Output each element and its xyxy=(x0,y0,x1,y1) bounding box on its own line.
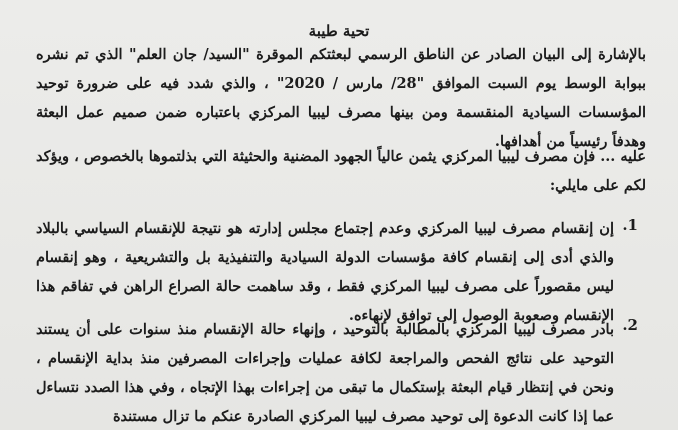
list-item-number-1: .1 xyxy=(622,216,638,234)
intro-paragraph: بالإشارة إلى البيان الصادر عن الناطق الرسمي لبعثتكم الموقرة "السيد/ جان العلم" الذي تم نشره ببوابة الوسط يوم السبت الموافق "28/ مارس / 2020" ، والذي شدد فيه على ضرورة توحيد المؤسسات السيادية المنقسمة ومن بينها مصرف ليبيا المركزي باعتباره ضمن صميم عمل البعثة وهدفاً رئيسياً من أهدافها. xyxy=(36,46,646,150)
list-item-number-2: .2 xyxy=(622,316,638,334)
body-paragraph: عليه ... فإن مصرف ليبيا المركزي يثمن عالياً الجهود المضنية والحثيثة التي بذلتموها بالخصوص ، ويؤكد لكم على مايلي: xyxy=(36,148,646,194)
greeting-heading: تحية طيبة xyxy=(308,22,370,40)
list-item-1: إن إنقسام مصرف ليبيا المركزي وعدم إجتماع مجلس إدارته هو نتيجة للإنقسام السياسي بالبلاد والذي أدى إلى إنقسام كافة مؤسسات الدولة السيادية والتنفيذية بل والتشريعية ، وهو إنقسام ليس مقصوراً على مصرف ليبيا المركزي فقط ، وقد ساهمت حالة الصراع الراهن في تفاقم هذا الإنقسام وصعوبة الوصول إلى توافق لإنهاءه. xyxy=(36,220,614,324)
list-item-2: بادر مصرف ليبيا المركزي بالمطالبة بالتوحيد ، وإنهاء حالة الإنقسام منذ سنوات على أن يستند التوحيد على نتائج الفحص والمراجعة لكافة عمليات وإجراءات المصرفين منذ بداية الإنقسام ، ونحن في إنتظار قيام البعثة بإستكمال ما تبقى من إجراءات بهذا الإتجاه ، وفي هذا الصدد نتساءل عما إذا كانت الدعوة إلى توحيد مصرف ليبيا المركزي الصادرة عنكم ما تزال مستندة xyxy=(36,321,614,425)
